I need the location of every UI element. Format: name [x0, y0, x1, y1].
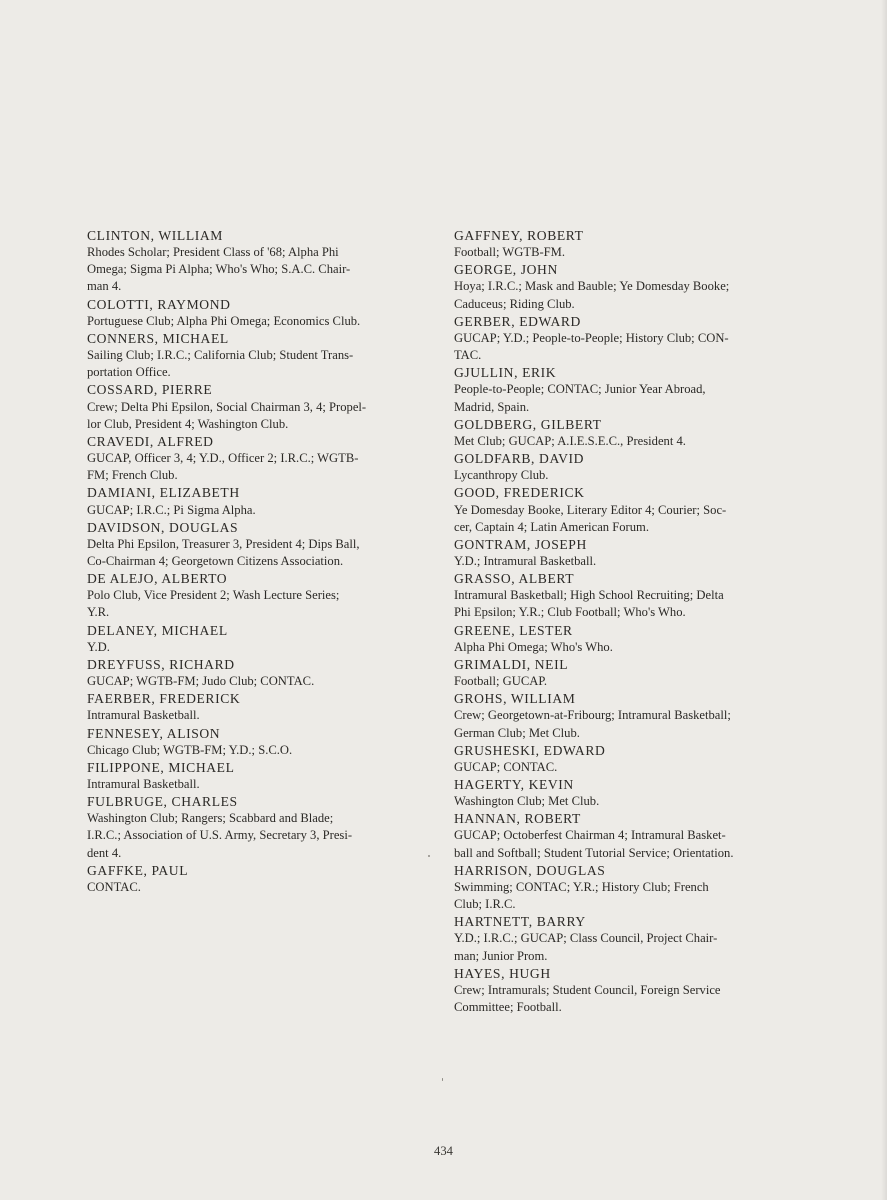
- entry-activities: [454, 707, 794, 741]
- directory-entry: [454, 536, 794, 570]
- entry-name: DE ALEJO, ALBERTO: [87, 571, 228, 587]
- activities-line: Phi Epsilon; Y.R.; Club Football; Who's Who.: [454, 605, 686, 620]
- directory-entry: [87, 725, 426, 759]
- directory-entry: [87, 381, 426, 432]
- directory-entry: [87, 484, 426, 518]
- directory-entry: [454, 484, 794, 535]
- activities-line: People-to-People; CONTAC; Junior Year Abroad,: [454, 382, 706, 397]
- entry-activities: [87, 810, 426, 861]
- entry-name: CLINTON, WILLIAM: [87, 228, 223, 243]
- activities-line: Club; I.R.C.: [454, 897, 516, 912]
- entry-activities: [454, 278, 794, 312]
- activities-line: Washington Club; Rangers; Scabbard and Blade;: [87, 811, 334, 826]
- activities-line: Met Club; GUCAP; A.I.E.S.E.C., President 4.: [454, 433, 686, 448]
- entry-name: CONNERS, MICHAEL: [87, 330, 229, 346]
- activities-line: Washington Club; Met Club.: [454, 794, 600, 809]
- directory-entry: [454, 810, 794, 861]
- entry-activities: [454, 759, 794, 776]
- entry-name: GOOD, FREDERICK: [454, 485, 585, 501]
- entry-activities: [454, 467, 794, 484]
- directory-entry: [454, 862, 794, 913]
- entry-activities: [454, 381, 794, 415]
- directory-entry: [87, 433, 426, 484]
- activities-line: Lycanthropy Club.: [454, 468, 549, 483]
- directory-entry: [454, 450, 794, 484]
- left-column: [87, 227, 426, 896]
- directory-entry: [87, 330, 426, 381]
- directory-entry: [454, 364, 794, 415]
- activities-line: German Club; Met Club.: [454, 725, 580, 740]
- entry-name: GJULLIN, ERIK: [454, 365, 557, 381]
- directory-entry: [87, 296, 426, 330]
- activities-line: Swimming; CONTAC; Y.R.; History Club; French: [454, 879, 709, 894]
- activities-line: Chicago Club; WGTB-FM; Y.D.; S.C.O.: [87, 742, 293, 757]
- activities-line: Polo Club, Vice President 2; Wash Lecture Series;: [87, 588, 340, 603]
- entry-activities: [87, 587, 426, 621]
- activities-line: lor Club, President 4; Washington Club.: [87, 416, 289, 431]
- entry-activities: [454, 639, 794, 656]
- directory-entry: [454, 313, 794, 364]
- activities-line: Crew; Intramurals; Student Council, Foreign Service: [454, 982, 721, 997]
- entry-name: GROHS, WILLIAM: [454, 691, 576, 707]
- entry-name: GEORGE, JOHN: [454, 262, 558, 278]
- entry-name: HANNAN, ROBERT: [454, 811, 581, 827]
- entry-name: FILIPPONE, MICHAEL: [87, 759, 235, 775]
- entry-activities: [87, 673, 426, 690]
- activities-line: Alpha Phi Omega; Who's Who.: [454, 639, 613, 654]
- activities-line: man 4.: [87, 279, 122, 294]
- activities-line: Y.R.: [87, 605, 110, 620]
- directory-entry: [454, 416, 794, 450]
- directory-entry: [87, 690, 426, 724]
- entry-name: HAGERTY, KEVIN: [454, 777, 574, 792]
- activities-line: GUCAP; Octoberfest Chairman 4; Intramural Basket-: [454, 828, 726, 843]
- entry-name: GAFFKE, PAUL: [87, 862, 189, 878]
- activities-line: Committee; Football.: [454, 1000, 562, 1015]
- activities-line: I.R.C.; Association of U.S. Army, Secretary 3, Presi-: [87, 828, 353, 843]
- entry-name: HARRISON, DOUGLAS: [454, 862, 606, 878]
- activities-line: Crew; Georgetown-at-Fribourg; Intramural Basketball;: [454, 708, 731, 723]
- paper-speck: [428, 855, 430, 857]
- entry-name: GOLDBERG, GILBERT: [454, 416, 602, 432]
- entry-name: GRASSO, ALBERT: [454, 571, 575, 587]
- directory-entry: [454, 570, 794, 621]
- entry-activities: [454, 244, 794, 261]
- directory-entry: [87, 656, 426, 690]
- directory-entry: [454, 622, 794, 656]
- entry-name: FENNESEY, ALISON: [87, 725, 221, 741]
- directory-entry: [454, 656, 794, 690]
- activities-line: FM; French Club.: [87, 468, 178, 483]
- activities-line: GUCAP; I.R.C.; Pi Sigma Alpha.: [87, 502, 256, 517]
- entry-activities: [87, 742, 426, 759]
- activities-line: Delta Phi Epsilon, Treasurer 3, President 4; Dips Ball,: [87, 536, 360, 551]
- entry-activities: [87, 244, 426, 295]
- activities-line: GUCAP; CONTAC.: [454, 759, 558, 774]
- entry-name: GRIMALDI, NEIL: [454, 656, 569, 672]
- directory-entry: [454, 776, 794, 810]
- entry-name: FAERBER, FREDERICK: [87, 691, 241, 707]
- directory-entry: [87, 570, 426, 621]
- right-column: [454, 227, 794, 1016]
- activities-line: Intramural Basketball.: [87, 708, 200, 723]
- directory-entry: [87, 793, 426, 862]
- activities-line: Omega; Sigma Pi Alpha; Who's Who; S.A.C. Chair-: [87, 262, 351, 277]
- directory-entry: [87, 862, 426, 896]
- entry-activities: [87, 399, 426, 433]
- entry-name: GOLDFARB, DAVID: [454, 451, 585, 467]
- entry-activities: [87, 639, 426, 656]
- entry-name: COLOTTI, RAYMOND: [87, 296, 231, 312]
- activities-line: Y.D.; Intramural Basketball.: [454, 553, 597, 568]
- activities-line: Y.D.: [87, 639, 110, 654]
- directory-entry: [454, 965, 794, 1016]
- activities-line: cer, Captain 4; Latin American Forum.: [454, 519, 649, 534]
- entry-activities: [87, 347, 426, 381]
- entry-activities: [87, 502, 426, 519]
- directory-entry: [87, 227, 426, 296]
- entry-activities: [454, 930, 794, 964]
- activities-line: GUCAP, Officer 3, 4; Y.D., Officer 2; I.R.C.; WGTB-: [87, 451, 359, 466]
- entry-activities: [454, 793, 794, 810]
- entry-activities: [454, 433, 794, 450]
- entry-name: GREENE, LESTER: [454, 622, 573, 638]
- page-number: 434: [434, 1144, 453, 1158]
- entry-name: DELANEY, MICHAEL: [87, 622, 228, 638]
- directory-entry: [454, 690, 794, 741]
- activities-line: Rhodes Scholar; President Class of '68; Alpha Phi: [87, 245, 339, 260]
- entry-activities: [87, 707, 426, 724]
- entry-activities: [87, 879, 426, 896]
- page-edge-shadow: [881, 0, 887, 1200]
- entry-activities: [87, 536, 426, 570]
- directory-entry: [87, 759, 426, 793]
- activities-line: Ye Domesday Booke, Literary Editor 4; Courier; Soc-: [454, 502, 727, 517]
- activities-line: man; Junior Prom.: [454, 948, 548, 963]
- entry-activities: [454, 330, 794, 364]
- entry-activities: [454, 502, 794, 536]
- activities-line: Intramural Basketball.: [87, 777, 200, 791]
- activities-line: CONTAC.: [87, 879, 141, 894]
- entry-activities: [454, 982, 794, 1016]
- activities-line: TAC.: [454, 348, 482, 363]
- entry-name: DAMIANI, ELIZABETH: [87, 485, 240, 501]
- entry-activities: [87, 313, 426, 330]
- entry-name: GAFFNEY, ROBERT: [454, 228, 584, 243]
- directory-entry: [87, 519, 426, 570]
- entry-activities: [454, 587, 794, 621]
- entry-activities: [454, 673, 794, 690]
- activities-line: Hoya; I.R.C.; Mask and Bauble; Ye Domesday Booke;: [454, 279, 730, 294]
- entry-activities: [87, 450, 426, 484]
- entry-activities: [87, 776, 426, 793]
- entry-name: HAYES, HUGH: [454, 965, 551, 981]
- activities-line: Intramural Basketball; High School Recruiting; Delta: [454, 588, 724, 603]
- activities-line: GUCAP; Y.D.; People-to-People; History Club; CON-: [454, 330, 729, 345]
- entry-name: HARTNETT, BARRY: [454, 914, 586, 930]
- entry-activities: [454, 879, 794, 913]
- entry-name: GRUSHESKI, EDWARD: [454, 742, 606, 758]
- activities-line: ball and Softball; Student Tutorial Service; Orientation.: [454, 845, 734, 860]
- directory-entry: [454, 913, 794, 964]
- directory-entry: [87, 622, 426, 656]
- activities-line: Sailing Club; I.R.C.; California Club; Student Trans-: [87, 348, 354, 363]
- activities-line: Y.D.; I.R.C.; GUCAP; Class Council, Project Chair-: [454, 931, 718, 946]
- activities-line: Football; WGTB-FM.: [454, 245, 566, 260]
- activities-line: Madrid, Spain.: [454, 399, 530, 414]
- activities-line: Crew; Delta Phi Epsilon, Social Chairman 3, 4; Propel-: [87, 399, 367, 414]
- activities-line: portation Office.: [87, 365, 171, 380]
- activities-line: GUCAP; WGTB-FM; Judo Club; CONTAC.: [87, 674, 315, 689]
- activities-line: Football; GUCAP.: [454, 674, 548, 689]
- entry-activities: [454, 827, 794, 861]
- activities-line: Co-Chairman 4; Georgetown Citizens Association.: [87, 553, 344, 568]
- entry-name: GERBER, EDWARD: [454, 313, 581, 329]
- entry-activities: [454, 553, 794, 570]
- entry-name: CRAVEDI, ALFRED: [87, 433, 214, 449]
- paper-speck: [442, 1078, 443, 1081]
- directory-entry: [454, 742, 794, 776]
- entry-name: FULBRUGE, CHARLES: [87, 794, 238, 810]
- directory-entry: [454, 261, 794, 312]
- activities-line: dent 4.: [87, 845, 122, 860]
- directory-entry: [454, 227, 794, 261]
- entry-name: GONTRAM, JOSEPH: [454, 536, 587, 552]
- activities-line: Caduceus; Riding Club.: [454, 296, 575, 311]
- entry-name: DAVIDSON, DOUGLAS: [87, 519, 239, 535]
- entry-name: COSSARD, PIERRE: [87, 382, 213, 398]
- entry-name: DREYFUSS, RICHARD: [87, 656, 235, 672]
- activities-line: Portuguese Club; Alpha Phi Omega; Economics Club.: [87, 313, 361, 328]
